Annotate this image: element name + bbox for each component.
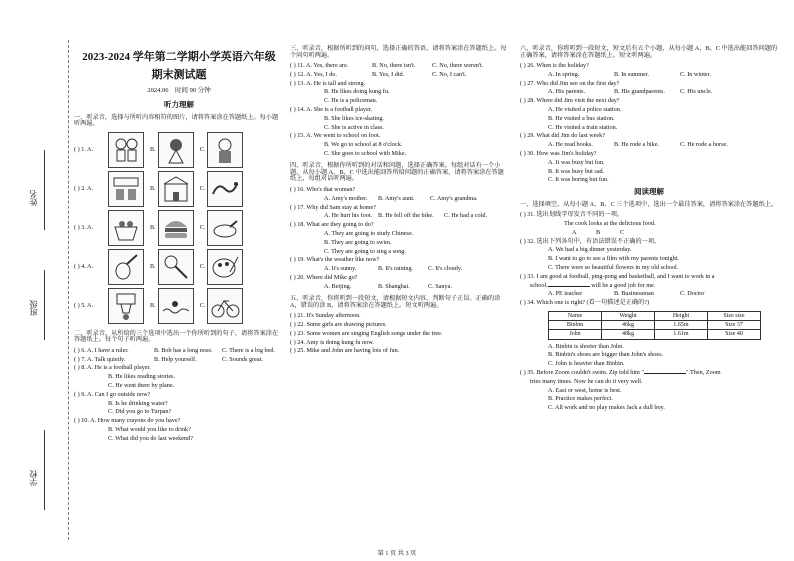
part3-instructions: 三、听录音，根据所听到的问句，选择正确的答语，请将答案涂在答题纸上。每个问句听两遍。 — [290, 45, 507, 59]
hamburger-picture-icon[interactable] — [158, 210, 194, 246]
picture-question-row — [74, 210, 284, 247]
question-27: ( ) 27. Who did Jim see on the first day? — [520, 79, 620, 87]
table-cell: 48kg — [602, 330, 655, 339]
school-label: 学校 — [29, 470, 38, 486]
question-number: ( ) 5. A. — [74, 302, 94, 310]
question-27-options: A. His parents. B. His grandparents. C. His uncle. — [548, 88, 713, 96]
name-underline — [44, 150, 45, 230]
question-10: ( ) 10. A. How many crayons do you have? — [74, 417, 181, 425]
column-2 — [290, 42, 508, 357]
option-b: B. She likes ice-skating. — [324, 114, 384, 122]
question-9: ( ) 9. A. Can I go outside now? — [74, 390, 151, 398]
option-b: B. Practice makes perfect. — [548, 395, 613, 403]
question-29: ( ) 29. What did Jim do last week? — [520, 132, 605, 140]
option-a: A. We had a big dinner yesterday. — [548, 246, 632, 254]
question-26: ( ) 26. When is the holiday? — [520, 62, 589, 69]
table-header: Name — [549, 311, 602, 320]
option-b: B. What would you like to drink? — [108, 425, 191, 433]
question-19: ( ) 19. What's the weather like now? — [290, 256, 380, 264]
option-letter: B. — [150, 146, 156, 154]
question-28: ( ) 28. Where did Jim visit the next day? — [520, 97, 620, 105]
question-18: ( ) 18. What are they going to do? — [290, 221, 374, 229]
answer-blank[interactable] — [644, 373, 686, 374]
option-letter: C. — [199, 302, 206, 310]
table-cell: 1.61m — [655, 330, 708, 339]
table-cell: 1.65m — [655, 321, 708, 330]
option-a: A. Binbin is shorter than John. — [548, 342, 624, 350]
question-16-options: A. Amy's mother. B. Amy's aunt. C. Amy's grandma. — [324, 194, 478, 202]
basket-picture-icon[interactable] — [108, 210, 144, 246]
question-23: ( ) 23. Some women are singing English songs under the tree. — [290, 329, 443, 337]
question-7: ( ) 7. A. Talk quietly. B. Help yourself. C. Sounds great. — [74, 355, 263, 363]
dragon-picture-icon[interactable] — [207, 171, 243, 207]
question-number: ( ) 1. A. — [74, 146, 94, 154]
exam-title: 2023-2024 学年第二学期小学英语六年级 — [82, 51, 276, 63]
question-35: ( ) 35. Before Zoom couldn't swim. Zip told him " ".Then, Zoom — [520, 368, 721, 376]
question-24: ( ) 24. Amy is doing kung fu now. — [290, 338, 374, 346]
table-header: Height — [655, 311, 708, 320]
option-c: C. What did you do last weekend? — [108, 434, 193, 442]
part4-instructions: 四、听录音，根据你所听到的对话和问题，选择正确答案。每组对话有一个小题，从每小题 A、B、C 中选出能回答所给问题的正确答案，请将答案涂在答题纸上，每组对话听两遍。 — [290, 162, 504, 183]
option-c: C. She is active in class. — [324, 123, 384, 131]
question-32: ( ) 32. 选出下列各句中，有语法错误不正确的一项。 — [520, 237, 661, 245]
question-8: ( ) 8. A. He is a football player. — [74, 364, 151, 372]
option-a: A. They are going to study Chinese. — [324, 229, 414, 237]
question-15: ( ) 15. A. We went to school on foot. — [290, 132, 381, 140]
question-30: ( ) 30. How was Jim's holiday? — [520, 149, 597, 157]
question-31: ( ) 31. 选出划线字母发音不同的一项。 — [520, 211, 624, 219]
option-b: B. Is he drinking water? — [108, 399, 168, 407]
option-letter: B. — [150, 224, 156, 232]
name-label: 姓名 — [29, 190, 38, 206]
part5-instructions: 五、听录音，你将听到一段短文，请根据短文内容，判断句子正误。正确的涂 A，错误的涂 B，请将答案涂在答题纸上。短文听两遍。 — [290, 295, 501, 309]
question-6: ( ) 6. A. I have a ruler. B. Bob has a long nose. C. There is a big bed. — [74, 346, 275, 354]
table-cell: Size 37 — [708, 321, 761, 330]
question-22: ( ) 22. Some girls are drawing pictures. — [290, 321, 387, 329]
palette-picture-icon[interactable] — [207, 249, 243, 285]
part2-instructions: 二、听录音，从所给的三个选项中选出一个你所听到的句子，请将答案涂在答题纸上。每个句子听两遍。 — [74, 329, 279, 344]
question-33-line2: school. will be a good job for me. — [530, 281, 656, 289]
option-c: C. They are going to sing a song. — [324, 247, 406, 255]
exam-date: 2024.06 — [147, 87, 169, 95]
part7-instructions: 一、选择填空。从每小题 A、B、C 三个选项中，选出一个最佳答案，请将答案涂在答题纸上。 — [520, 200, 778, 208]
option-letter: C. — [199, 263, 206, 271]
question-12: ( ) 12. A. Yes, I do. B. Yes, I did. C. No, I can't. — [290, 70, 467, 78]
girl-picture-icon[interactable] — [158, 132, 194, 168]
swimming-picture-icon[interactable] — [158, 288, 194, 324]
exam-time: 时间 90 分钟 — [174, 87, 211, 95]
option-letter: B. — [150, 302, 156, 310]
table-cell: John — [549, 330, 602, 339]
question-16: ( ) 16. Who's that woman? — [290, 185, 356, 193]
question-11: ( ) 11. A. Yes, there are. B. No, there isn't. C. No, there weren't. — [290, 62, 484, 69]
binding-line — [68, 40, 69, 540]
picture-question-row — [74, 288, 284, 325]
option-letter: C. — [199, 185, 206, 193]
classroom-picture-icon[interactable] — [108, 171, 144, 207]
question-20: ( ) 20. Where did Mike go? — [290, 273, 358, 281]
question-34: ( ) 34. Which one is right? (看一句描述是正确的?) — [520, 299, 650, 307]
table-row — [549, 330, 761, 339]
children-picture-icon[interactable] — [108, 132, 144, 168]
question-35-line2: tries many times. Now he can do it very well. — [530, 377, 643, 385]
info-table — [548, 311, 761, 340]
pipa-picture-icon[interactable] — [108, 249, 144, 285]
option-b: B. He likes doing kung fu. — [324, 88, 390, 96]
option-letter: C. — [199, 224, 206, 232]
badminton-picture-icon[interactable] — [158, 249, 194, 285]
option-letter: B. — [150, 263, 156, 271]
part1-instructions: 一、听录音，选择与所听内容相符的图片，请将答案涂在答题纸上。每小题听两遍。 — [74, 113, 279, 128]
question-31-options: A B C — [572, 228, 625, 236]
option-c: C. He went there by plane. — [108, 381, 175, 389]
question-17-options: A. He hurt his foot. B. He fell off the bike. C. He had a cold. — [324, 212, 487, 220]
basketball-hoop-icon[interactable] — [108, 288, 144, 324]
chicken-picture-icon[interactable] — [207, 210, 243, 246]
section-reading-title: 阅读理解 — [634, 186, 664, 196]
question-number: ( ) 2. A. — [74, 185, 94, 193]
table-header: Weight — [602, 311, 655, 320]
section-listening-title: 听力理解 — [164, 99, 194, 109]
table-cell: Size 40 — [708, 330, 761, 339]
option-a: A. He visited a police station. — [548, 105, 622, 113]
answer-blank[interactable] — [548, 286, 590, 287]
option-letter: B. — [150, 185, 156, 193]
option-c: C. All work and no play makes Jack a dull boy. — [548, 404, 665, 412]
option-c: C. It was boring but fun. — [548, 176, 609, 184]
option-b: B. They are going to swim. — [324, 238, 392, 246]
question-19-options: A. It's sunny. B. It's raining. C. It's cloudy. — [324, 265, 463, 273]
question-21: ( ) 21. It's Sunday afternoon. — [290, 312, 361, 320]
question-number: ( ) 4. A. — [74, 263, 94, 271]
table-header-row — [549, 311, 761, 320]
option-b: B. It was busy but sad. — [548, 167, 605, 175]
building-picture-icon[interactable] — [158, 171, 194, 207]
question-14: ( ) 14. A. She is a football player. — [290, 105, 372, 113]
page-number: 第 1 页 共 3 页 — [377, 550, 417, 557]
option-c: C. He visited a train station. — [548, 123, 618, 131]
question-33-options: A. PE teacher B. Businessman C. Doctor — [548, 290, 705, 298]
exam-subtitle: 期末测试题 — [151, 68, 207, 81]
option-b: B. We go to school at 8 o'clock. — [324, 141, 403, 149]
question-29-options: A. He read books. B. He rode a bike. C. He rode a horse. — [548, 141, 728, 149]
question-17: ( ) 17. Why did Sam stay at home? — [290, 203, 376, 211]
question-13: ( ) 13. A. He is tall and strong. — [290, 79, 366, 87]
question-20-options: A. Beijing. B. Shanghai. C. Sanya. — [324, 282, 452, 290]
option-b: B. He visited a bus station. — [548, 114, 615, 122]
question-number: ( ) 3. A. — [74, 224, 94, 232]
option-b: B. He likes reading stories. — [108, 373, 176, 381]
option-c: C. John is heavier than Binbin. — [548, 360, 625, 368]
column-3 — [520, 42, 778, 414]
option-b: B. I want to go to see a film with my parents tonight. — [548, 255, 679, 263]
option-a: A. It was busy but fun. — [548, 158, 605, 166]
table-row — [549, 321, 761, 330]
question-31-sentence: The cook looks at the delicious food. — [564, 220, 656, 228]
table-cell: Binbin — [549, 321, 602, 330]
column-1 — [74, 42, 284, 445]
option-c: C. There were so beautiful flowers in my old school. — [548, 264, 679, 272]
class-underline — [44, 270, 45, 340]
question-33: ( ) 33. I am good at football, ping-pong and basketball, and I want to work in a — [520, 272, 715, 280]
option-c: C. She goes to school with Mike. — [324, 149, 407, 157]
picture-question-row — [74, 132, 284, 169]
old-man-picture-icon[interactable] — [207, 132, 243, 168]
table-cell: 46kg — [602, 321, 655, 330]
class-label: 班级 — [29, 300, 38, 316]
picture-question-row — [74, 171, 284, 208]
question-26-options: A. In spring. B. In summer. C. In winter. — [548, 70, 711, 78]
option-b: B. Binbin's shoes are bigger than John's shoes. — [548, 351, 664, 359]
table-header: Size size — [708, 311, 761, 320]
option-c: C. Did you go to Turpan? — [108, 408, 172, 416]
school-underline — [44, 430, 45, 510]
option-letter: C. — [199, 146, 206, 154]
bicycle-picture-icon[interactable] — [207, 288, 243, 324]
option-c: C. He is a policeman. — [324, 97, 378, 105]
picture-question-row — [74, 249, 284, 286]
exam-meta — [74, 88, 284, 95]
question-25: ( ) 25. Mike and John are having lots of fun. — [290, 347, 400, 355]
option-a: A. East or west, home is best. — [548, 386, 622, 394]
part6-instructions: 六、听录音，你将听到一段短文，短文后有五个小题，从每小题 A、B、C 中选出能回答问题的正确答案，请将答案涂在答题纸上。短文听两遍。 — [520, 45, 778, 59]
